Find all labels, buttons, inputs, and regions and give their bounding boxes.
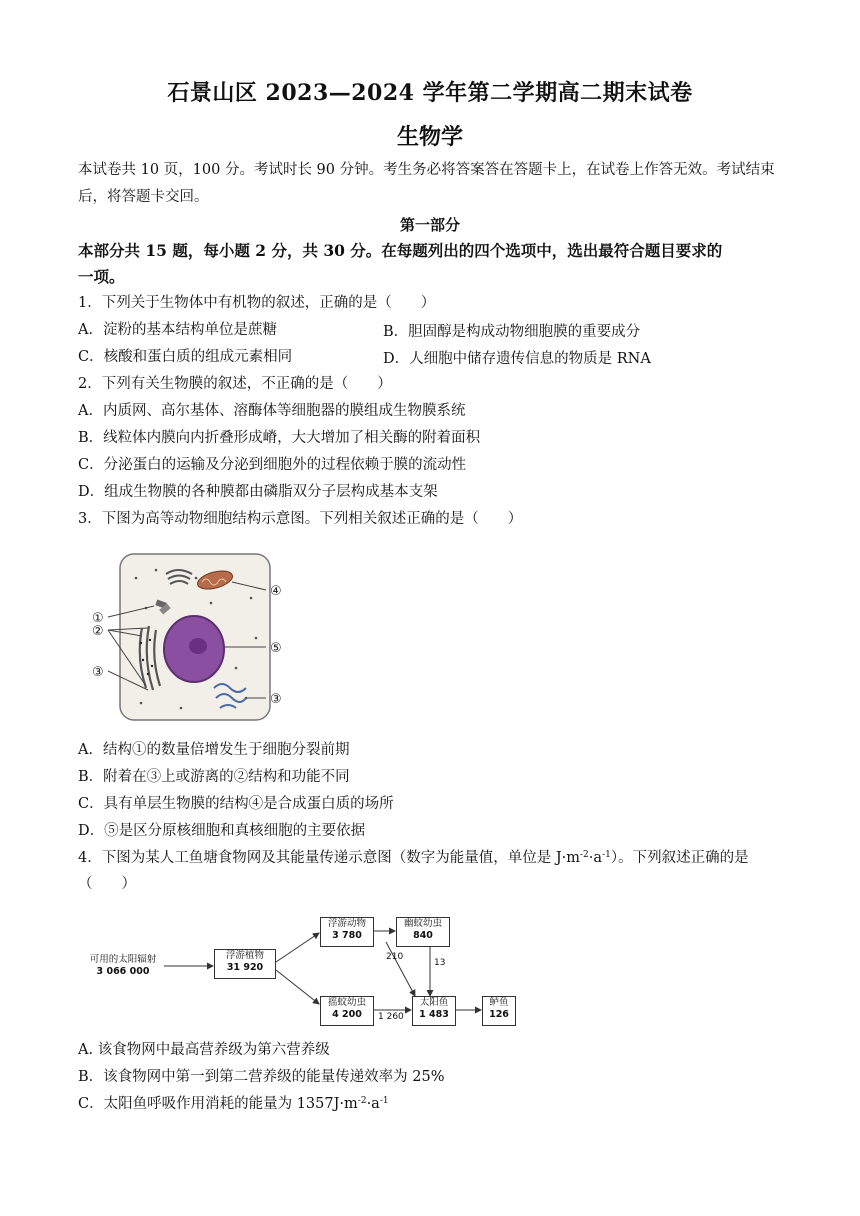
q3-option-c: C．具有单层生物膜的结构④是合成蛋白质的场所 <box>78 796 394 812</box>
part1-instruction-1: 本部分共 15 题，每小题 2 分，共 30 分。在每题列出的四个选项中，选出最符合题目要求的 <box>78 241 723 260</box>
exam-title: 石景山区 2023—2024 学年第二学期高二期末试卷 <box>167 80 693 106</box>
q1-option-b: B．胆固醇是构成动物细胞膜的重要成分 <box>383 324 641 340</box>
q1-stem: 1．下列关于生物体中有机物的叙述，正确的是（ ） <box>78 295 436 311</box>
q4-option-b: B．该食物网中第一到第二营养级的能量传递效率为 25% <box>78 1069 445 1085</box>
q4-stem-line-1: 4．下图为某人工鱼塘食物网及其能量传递示意图（数字为能量值，单位是 $J\cdot m^{-2}\cdot a^{-1}$）。下列叙述正确的是 <box>78 850 749 866</box>
edge-label-1260: 1 260 <box>378 1012 404 1022</box>
label-2: ② <box>92 624 104 639</box>
label-4: ④ <box>270 584 282 599</box>
phytoplankton-node: 浮游植物 31 920 <box>214 949 276 979</box>
q3-option-d: D．⑤是区分原核细胞和真核细胞的主要依据 <box>78 823 366 839</box>
q2-option-a: A．内质网、高尔基体、溶酶体等细胞器的膜组成生物膜系统 <box>78 403 466 419</box>
q4-stem-line-2: （ ） <box>78 876 136 892</box>
sunfish-node: 太阳鱼 1 483 <box>412 996 456 1026</box>
q2-stem: 2．下列有关生物膜的叙述，不正确的是（ ） <box>78 376 392 392</box>
label-3-right: ③ <box>270 692 282 707</box>
q4-option-c: C．太阳鱼呼吸作用消耗的能量为 $1357J\cdot m^{-2}\cdot a^{-1}$ <box>78 1096 389 1112</box>
subject-title: 生物学 <box>396 124 463 150</box>
intro-line-2: 后，将答题卡交回。 <box>78 189 209 205</box>
food-web-figure <box>80 912 540 1030</box>
part1-instruction-2: 一项。 <box>78 267 125 286</box>
intro-line-1: 本试卷共 10 页，100 分。考试时长 90 分钟。考生务必将答案答在答题卡上，在试卷上作答无效。考试结束 <box>78 162 775 178</box>
q2-option-c: C．分泌蛋白的运输及分泌到细胞外的过程依赖于膜的流动性 <box>78 457 467 473</box>
q2-option-d: D．组成生物膜的各种膜都由磷脂双分子层构成基本支架 <box>78 484 438 500</box>
zooplankton-node: 浮游动物 3 780 <box>320 917 374 947</box>
sun-node: 可用的太阳辐射 3 066 000 <box>89 954 157 977</box>
q3-option-a: A．结构①的数量倍增发生于细胞分裂前期 <box>78 742 350 758</box>
q1-option-d: D．人细胞中储存遗传信息的物质是 RNA <box>383 351 651 367</box>
label-1: ① <box>92 611 104 626</box>
q1-option-c: C．核酸和蛋白质的组成元素相同 <box>78 349 293 365</box>
chironomid-node: 摇蚊幼虫 4 200 <box>320 996 374 1026</box>
label-3-left: ③ <box>92 665 104 680</box>
phantom-midge-node: 幽蚊幼虫 840 <box>396 917 450 947</box>
animal-cell-figure <box>86 548 296 726</box>
bass-node: 鲈鱼 126 <box>482 996 516 1026</box>
label-5: ⑤ <box>270 641 282 656</box>
q1-option-a: A．淀粉的基本结构单位是蔗糖 <box>78 322 277 338</box>
q3-option-b: B．附着在③上或游离的②结构和功能不同 <box>78 769 350 785</box>
q3-stem: 3．下图为高等动物细胞结构示意图。下列相关叙述正确的是（ ） <box>78 511 523 527</box>
nucleolus <box>189 638 207 654</box>
q4-option-a: A. 该食物网中最高营养级为第六营养级 <box>78 1042 330 1058</box>
edge-label-210: 210 <box>386 952 404 962</box>
q2-option-b: B．线粒体内膜向内折叠形成嵴，大大增加了相关酶的附着面积 <box>78 430 481 446</box>
edge-label-13: 13 <box>434 958 446 968</box>
part1-heading: 第一部分 <box>399 216 460 234</box>
